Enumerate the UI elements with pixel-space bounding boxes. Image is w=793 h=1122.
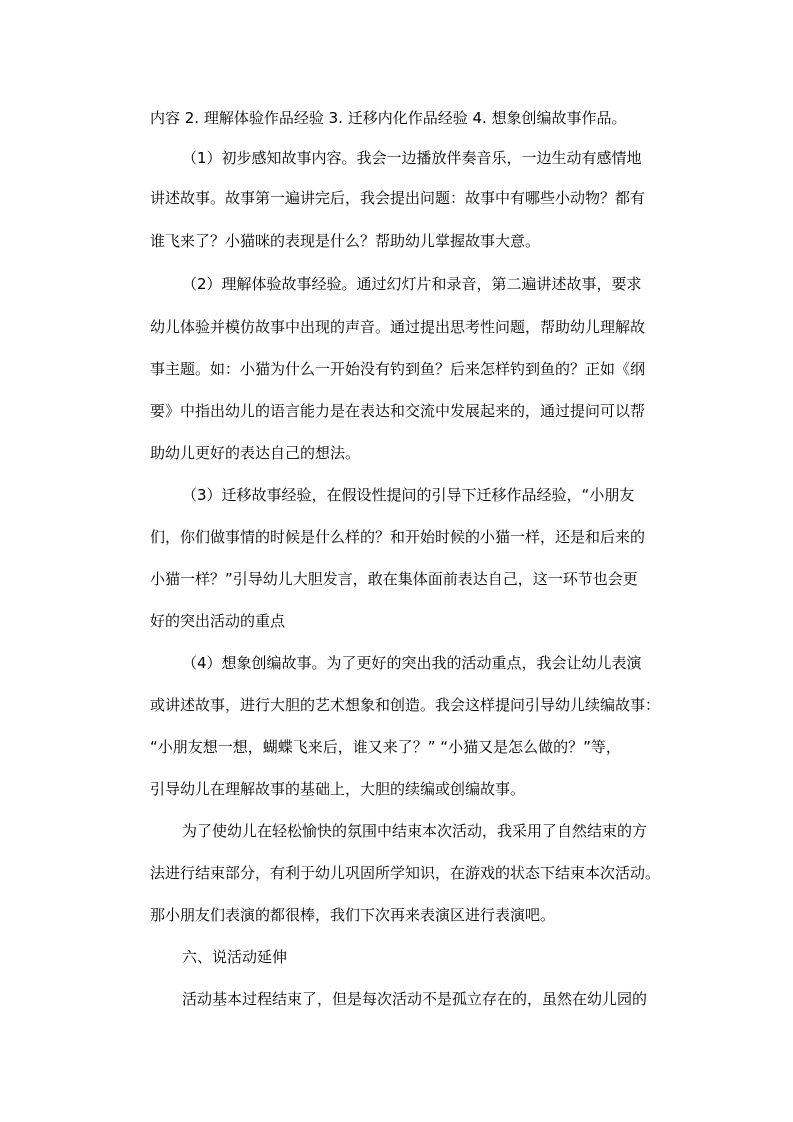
paragraph-4-start: （4）想象创编故事。为了更好的突出我的活动重点，我会让幼儿表演: [182, 654, 642, 672]
paragraph-2-start: （2）理解体验故事经验。通过幻灯片和录音，第二遍讲述故事，要求: [182, 275, 642, 293]
paragraph-5-start: 为了使幼儿在轻松愉快的氛围中结束本次活动，我采用了自然结束的方: [182, 822, 648, 840]
text-line: 法进行结束部分，有利于幼儿巩固所学知识，在游戏的状态下结束本次活动。: [150, 864, 661, 882]
paragraph-6-start: 活动基本过程结束了，但是每次活动不是孤立存在的，虽然在幼儿园的: [182, 990, 648, 1008]
text-line: 们，你们做事情的时候是什么样的？和开始时候的小猫一样，还是和后来的: [150, 528, 646, 546]
text-line: 那小朋友们表演的都很棒，我们下次再来表演区进行表演吧。: [150, 906, 556, 924]
text-line: 事主题。如：小猫为什么一开始没有钓到鱼？后来怎样钓到鱼的？正如《纲: [150, 360, 646, 378]
text-line: 小猫一样？”引导幼儿大胆发言，敢在集体面前表达自己，这一环节也会更: [150, 570, 638, 588]
text-line: 谁飞来了？小猫咪的表现是什么？帮助幼儿掌握故事大意。: [150, 232, 541, 250]
paragraph-3-start: （3）迁移故事经验，在假设性提问的引导下迁移作品经验，“小朋友: [182, 486, 635, 504]
text-line: 助幼儿更好的表达自己的想法。: [150, 444, 361, 462]
text-line: 好的突出活动的重点: [150, 612, 286, 630]
text-line: 讲述故事。故事第一遍讲完后，我会提出问题：故事中有哪些小动物？都有: [150, 189, 646, 207]
text-line: 要》中指出幼儿的语言能力是在表达和交流中发展起来的，通过提问可以帮: [150, 402, 646, 420]
text-line: 幼儿体验并模仿故事中出现的声音。通过提出思考性问题，帮助幼儿理解故: [150, 318, 646, 336]
paragraph-1-start: （1）初步感知故事内容。我会一边播放伴奏音乐，一边生动有感情地: [182, 149, 642, 167]
text-line: 内容 2. 理解体验作品经验 3. 迁移内化作品经验 4. 想象创编故事作品。: [150, 109, 627, 127]
text-line: 或讲述故事，进行大胆的艺术想象和创造。我会这样提问引导幼儿续编故事：: [150, 696, 661, 714]
text-line: 引导幼儿在理解故事的基础上，大胆的续编或创编故事。: [150, 780, 526, 798]
text-line: “小朋友想一想，蝴蝶飞来后，谁又来了？” “小猫又是怎么做的？”等，: [150, 738, 621, 756]
section-heading: 六、说活动延伸: [182, 948, 288, 966]
